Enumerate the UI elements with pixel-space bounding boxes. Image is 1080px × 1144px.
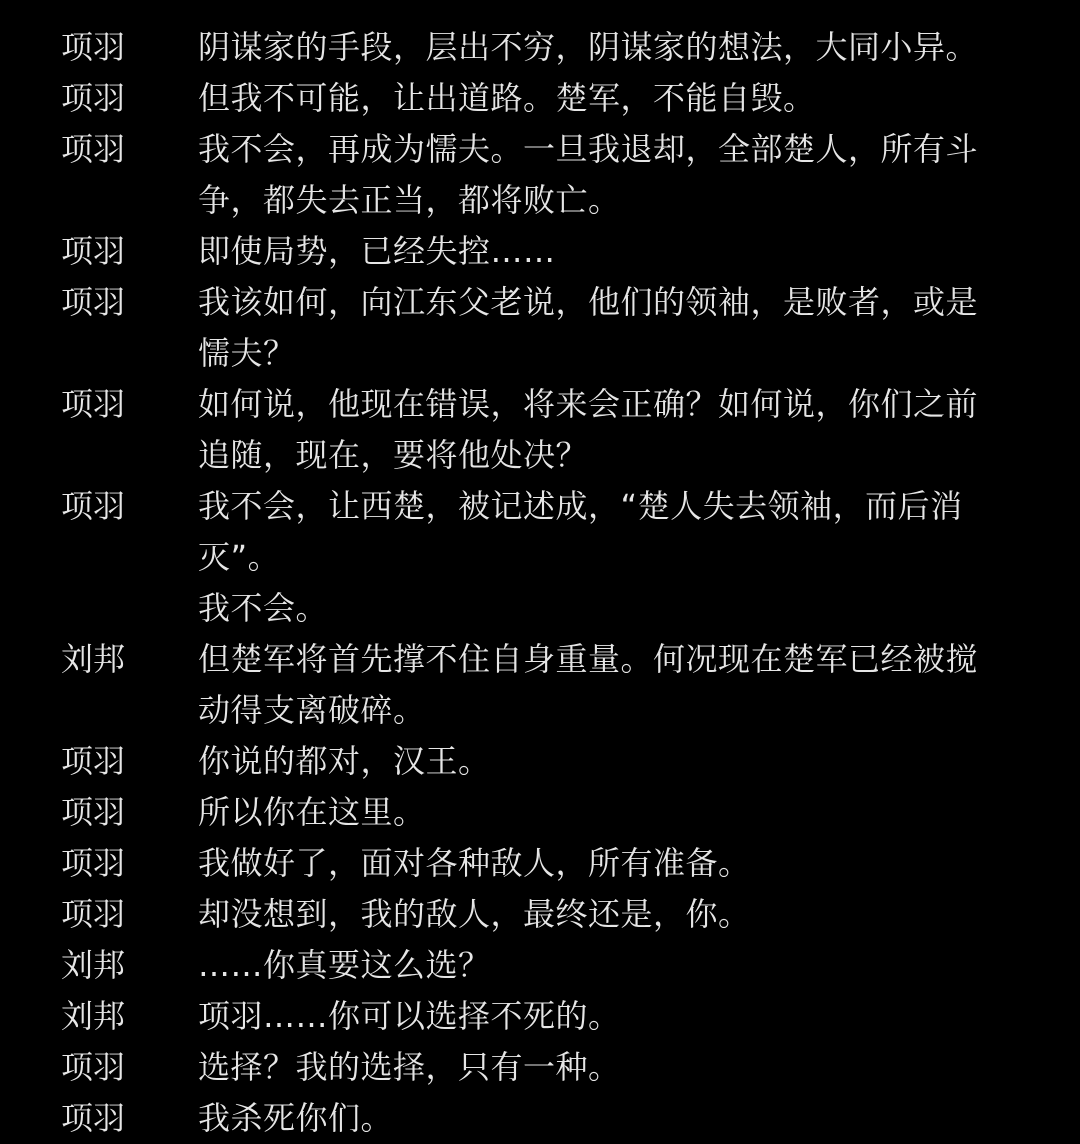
dialogue-text-line: 我该如何，向江东父老说，他们的领袖，是败者，或是 [198, 283, 979, 321]
dialogue-line [0, 1042, 1080, 1093]
dialogue-text-line: 我不会。 [198, 589, 329, 627]
dialogue-text-line: 阴谋家的手段，层出不穷，阴谋家的想法，大同小异。 [198, 28, 979, 66]
speaker-name: 项羽 [61, 28, 126, 66]
dialogue-text-line: 但楚军将首先撑不住自身重量。何况现在楚军已经被搅 [198, 640, 979, 678]
dialogue-line [0, 124, 1080, 226]
dialogue-text [198, 277, 1028, 379]
dialogue-text [198, 736, 1028, 787]
dialogue-text [198, 889, 1028, 940]
dialogue-text [198, 73, 1028, 124]
dialogue-text-line: 争，都失去正当，都将败亡。 [198, 181, 621, 219]
dialogue-line [0, 1093, 1080, 1144]
dialogue-line [0, 73, 1080, 124]
speaker-name: 项羽 [61, 895, 126, 933]
dialogue-text [198, 481, 1028, 634]
dialogue-line [0, 481, 1080, 634]
dialogue-line [0, 226, 1080, 277]
dialogue-text-line: 动得支离破碎。 [198, 691, 426, 729]
speaker-name: 项羽 [61, 742, 126, 780]
dialogue-text [198, 838, 1028, 889]
speaker-name: 刘邦 [61, 946, 126, 984]
speaker-name: 项羽 [61, 487, 126, 525]
dialogue-text-line: 选择？我的选择，只有一种。 [198, 1048, 621, 1086]
dialogue-line [0, 838, 1080, 889]
dialogue-text-line: 我做好了，面对各种敌人，所有准备。 [198, 844, 751, 882]
dialogue-script [0, 22, 1080, 1144]
dialogue-text-line: ……你真要这么选？ [198, 946, 491, 984]
speaker-name: 刘邦 [61, 640, 126, 678]
dialogue-line [0, 277, 1080, 379]
dialogue-text-line: 我不会，再成为懦夫。一旦我退却，全部楚人，所有斗 [198, 130, 979, 168]
speaker-name: 项羽 [61, 1048, 126, 1086]
dialogue-text-line: 所以你在这里。 [198, 793, 426, 831]
dialogue-text-line: 但我不可能，让出道路。楚军，不能自毁。 [198, 79, 816, 117]
dialogue-text-line: 追随，现在，要将他处决？ [198, 436, 589, 474]
dialogue-text-line: 懦夫？ [198, 334, 296, 372]
dialogue-text-line: 项羽……你可以选择不死的。 [198, 997, 621, 1035]
dialogue-line [0, 736, 1080, 787]
dialogue-text [198, 634, 1028, 736]
speaker-name: 项羽 [61, 385, 126, 423]
dialogue-text [198, 991, 1028, 1042]
dialogue-line [0, 379, 1080, 481]
dialogue-text [198, 379, 1028, 481]
dialogue-line [0, 991, 1080, 1042]
dialogue-line [0, 634, 1080, 736]
dialogue-text [198, 22, 1028, 73]
dialogue-text-line: 我杀死你们。 [198, 1099, 394, 1137]
dialogue-text [198, 1093, 1028, 1144]
dialogue-line [0, 787, 1080, 838]
speaker-name: 项羽 [61, 844, 126, 882]
speaker-name: 项羽 [61, 1099, 126, 1137]
speaker-name: 项羽 [61, 793, 126, 831]
dialogue-line [0, 22, 1080, 73]
speaker-name: 项羽 [61, 283, 126, 321]
speaker-name: 项羽 [61, 232, 126, 270]
dialogue-text [198, 226, 1028, 277]
dialogue-text [198, 1042, 1028, 1093]
dialogue-line [0, 889, 1080, 940]
dialogue-text [198, 787, 1028, 838]
dialogue-text-line: 即使局势，已经失控…… [198, 232, 556, 270]
dialogue-text-line: 如何说，他现在错误，将来会正确？如何说，你们之前 [198, 385, 979, 423]
dialogue-line [0, 940, 1080, 991]
dialogue-text-line: 却没想到，我的敌人，最终还是，你。 [198, 895, 751, 933]
dialogue-text [198, 124, 1028, 226]
dialogue-text-line: 你说的都对，汉王。 [198, 742, 491, 780]
speaker-name: 刘邦 [61, 997, 126, 1035]
dialogue-text-line: 我不会，让西楚，被记述成，“楚人失去领袖，而后消灭”。 [198, 487, 963, 576]
speaker-name: 项羽 [61, 79, 126, 117]
speaker-name: 项羽 [61, 130, 126, 168]
dialogue-text [198, 940, 1028, 991]
